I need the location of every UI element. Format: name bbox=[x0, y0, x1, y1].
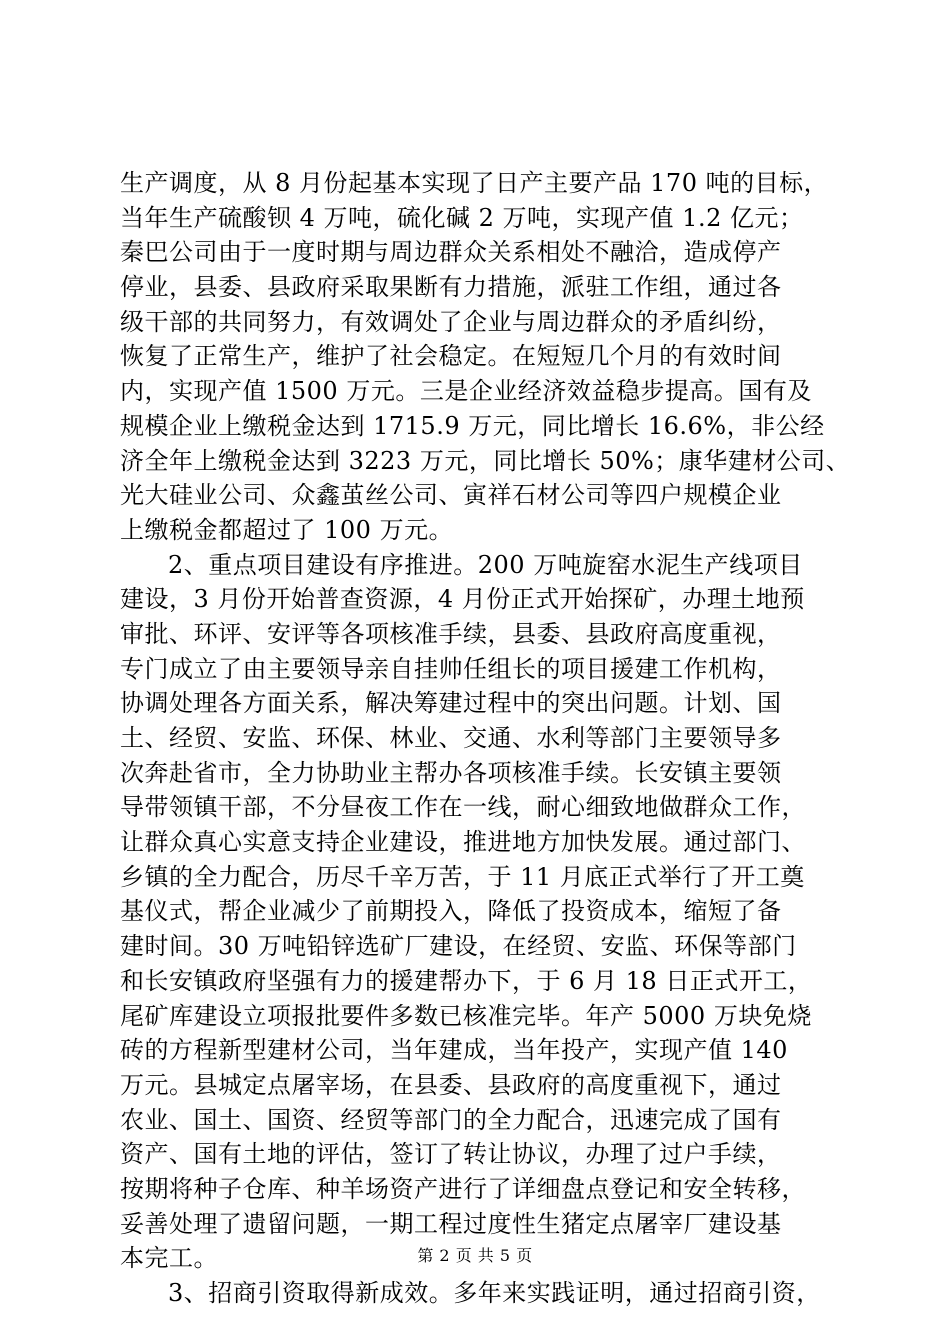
text-line: 专门成立了由主要领导亲自挂帅任组长的项目援建工作机构， bbox=[120, 654, 782, 683]
text-line: 资产、国有土地的评估，签订了转让协议，办理了过户手续， bbox=[120, 1140, 782, 1169]
text-line: 上缴税金都超过了 100 万元。 bbox=[120, 515, 454, 544]
text-line: 停业，县委、县政府采取果断有力措施，派驻工作组，通过各 bbox=[120, 273, 782, 302]
text-line: 规模企业上缴税金达到 1715.9 万元，同比增长 16.6%，非公经 bbox=[120, 411, 825, 440]
text-line: 尾矿库建设立项报批要件多数已核准完毕。年产 5000 万块免烧 bbox=[120, 1001, 812, 1030]
text-line: 内，实现产值 1500 万元。三是企业经济效益稳步提高。国有及 bbox=[120, 377, 812, 406]
text-line: 导带领镇干部，不分昼夜工作在一线，耐心细致地做群众工作， bbox=[120, 793, 806, 822]
text-line: 农业、国土、国资、经贸等部门的全力配合，迅速完成了国有 bbox=[120, 1105, 782, 1134]
text-line: 万元。县城定点屠宰场，在县委、县政府的高度重视下，通过 bbox=[120, 1070, 782, 1099]
text-line: 建设，3 月份开始普查资源，4 月份正式开始探矿，办理土地预 bbox=[120, 585, 805, 614]
text-line: 次奔赴省市，全力协助业主帮办各项核准手续。长安镇主要领 bbox=[120, 758, 782, 787]
text-line: 协调处理各方面关系，解决筹建过程中的突出问题。计划、国 bbox=[120, 689, 782, 718]
body-text bbox=[120, 166, 851, 1311]
text-line: 按期将种子仓库、种羊场资产进行了详细盘点登记和安全转移， bbox=[120, 1174, 806, 1203]
text-line: 乡镇的全力配合，历尽千辛万苦，于 11 月底正式举行了开工奠 bbox=[120, 862, 805, 891]
text-line: 让群众真心实意支持企业建设，推进地方加快发展。通过部门、 bbox=[120, 828, 806, 857]
text-line: 光大硅业公司、众鑫茧丝公司、寅祥石材公司等四户规模企业 bbox=[120, 481, 782, 510]
page-number-footer: 第 2 页 共 5 页 bbox=[417, 1246, 533, 1265]
text-line: 妥善处理了遗留问题，一期工程过度性生猪定点屠宰厂建设基 bbox=[120, 1209, 782, 1238]
text-line: 生产调度，从 8 月份起基本实现了日产主要产品 170 吨的目标， bbox=[120, 169, 829, 197]
text-line: 本完工。 bbox=[120, 1244, 218, 1273]
text-line: 基仪式，帮企业减少了前期投入，降低了投资成本，缩短了备 bbox=[120, 897, 782, 926]
text-line: 建时间。30 万吨铅锌选矿厂建设，在经贸、安监、环保等部门 bbox=[120, 932, 797, 961]
text-line: 土、经贸、安监、环保、林业、交通、水利等部门主要领导多 bbox=[120, 724, 782, 752]
text-line: 和长安镇政府坚强有力的援建帮办下，于 6 月 18 日正式开工， bbox=[120, 966, 813, 995]
paragraph-start-line: 2、重点项目建设有序推进。200 万吨旋窑水泥生产线项目 bbox=[168, 550, 803, 579]
paragraph-start-line: 3、招商引资取得新成效。多年来实践证明，通过招商引资， bbox=[168, 1279, 821, 1307]
text-line: 级干部的共同努力，有效调处了企业与周边群众的矛盾纠纷， bbox=[120, 307, 782, 336]
text-line: 恢复了正常生产，维护了社会稳定。在短短几个月的有效时间 bbox=[120, 342, 782, 371]
text-line: 秦巴公司由于一度时期与周边群众关系相处不融洽，造成停产 bbox=[120, 238, 782, 267]
text-line: 当年生产硫酸钡 4 万吨，硫化碱 2 万吨，实现产值 1.2 亿元； bbox=[120, 203, 804, 232]
text-line: 济全年上缴税金达到 3223 万元，同比增长 50%；康华建材公司、 bbox=[120, 446, 851, 475]
text-line: 审批、环评、安评等各项核准手续，县委、县政府高度重视， bbox=[120, 619, 782, 648]
text-line: 砖的方程新型建材公司，当年建成，当年投产，实现产值 140 bbox=[120, 1036, 788, 1065]
